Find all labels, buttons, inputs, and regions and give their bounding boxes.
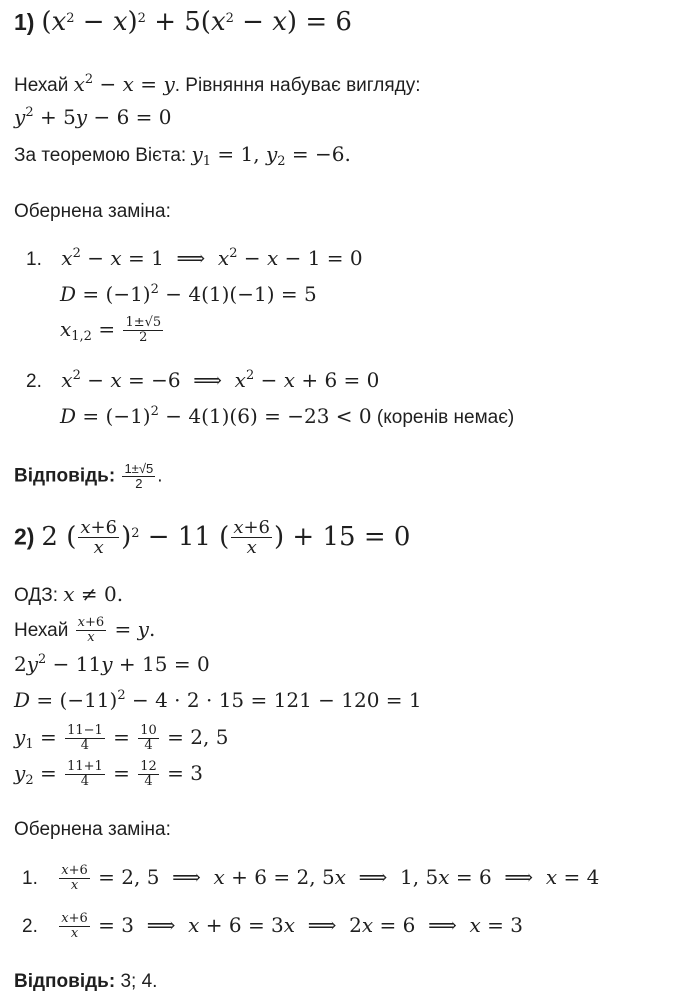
problem-1-case-2: 2. $x^2 - x = -6$ ⟹ $x^2 - x + 6 = 0$ xyxy=(26,368,380,392)
problem-1-case-1: 1. $x^2 - x = 1$ ⟹ $x^2 - x - 1 = 0$ xyxy=(26,246,363,270)
answer-label: Відповідь: xyxy=(14,465,116,487)
let-prefix: Нехай xyxy=(14,620,69,641)
let-suffix: . Рівняння набуває вигляду: xyxy=(174,75,421,96)
problem-2-reduced-equation: $2y^2 - 11y + 15 = 0$ xyxy=(14,652,210,676)
problem-1-case-1-discriminant: $D = (-1)^2 - 4(1)(-1) = 5$ xyxy=(60,282,317,306)
problem-1-number: 1) xyxy=(14,9,35,35)
problem-2-odz: ОДЗ: x ≠ 0. xyxy=(14,582,124,606)
problem-2-case-2: 2. $\frac{x+6}{x}$ = 3 ⟹ x + 6 = 3x ⟹ 2x = 6 ⟹ x = 3 xyxy=(22,911,523,941)
problem-2-equation: 2 ( $\frac{x+6}{x}$ )$^2$ − 11 ( $\frac{x+6}{x}$ ) + 15 = 0 xyxy=(41,517,411,558)
problem-1-vieta xyxy=(14,142,351,168)
problem-2-heading xyxy=(14,518,410,557)
odz-label: ОДЗ: xyxy=(14,585,58,606)
list-marker: 2. xyxy=(22,916,38,937)
let-prefix: Нехай xyxy=(14,75,69,96)
let-expression: $x^2 - x = y$ xyxy=(73,72,175,96)
problem-1-substitution xyxy=(14,72,421,98)
list-marker: 1. xyxy=(22,868,38,889)
vieta-roots: $y_1 = 1$, $y_2 = -6$. xyxy=(191,142,351,169)
problem-1-answer: Відповідь: $\frac{1\pm√5}{2}$ . xyxy=(14,461,163,491)
problem-2-answer xyxy=(14,970,157,994)
problem-1-reverse-label: Обернена заміна: xyxy=(14,201,171,222)
problem-1-reduced-equation: $y^2 + 5y - 6 = 0$ xyxy=(14,105,172,129)
answer-fraction: $\frac{1\pm√5}{2}$ xyxy=(124,461,154,491)
problem-1-case-1-roots: $x_{1,2}$ = $\frac{1\pm√5}{2}$ xyxy=(60,315,162,345)
answer-label: Відповідь: xyxy=(14,971,116,992)
answer-value: 3; 4. xyxy=(120,971,158,992)
problem-2-reverse-label: Обернена заміна: xyxy=(14,819,171,840)
problem-2-root-y2: $y_2$ = $\frac{11+1}{4}$ = $\frac{12}{4}$ = 3 xyxy=(14,759,204,789)
problem-1-heading xyxy=(14,6,352,38)
no-roots-note: (коренів немає) xyxy=(376,407,515,428)
vieta-label: За теоремою Вієта: xyxy=(14,145,187,166)
problem-2-discriminant: $D = (-11)^2 - 4 \cdot 2 \cdot 15 = 121 - 120 = 1$ xyxy=(14,688,422,712)
problem-2-substitution: Нехай $\frac{x+6}{x}$ = y. xyxy=(14,615,156,645)
problem-1-equation: $(x^2 - x)^2 + 5(x^2 - x) = 6$ xyxy=(41,7,352,37)
problem-1-case-2-discriminant: $D = (-1)^2 - 4(1)(6) = -23 < 0$ (коренів немає) xyxy=(60,404,515,428)
problem-2-case-1: 1. $\frac{x+6}{x}$ = 2, 5 ⟹ x + 6 = 2, 5x ⟹ 1, 5x = 6 ⟹ x = 4 xyxy=(22,863,600,893)
list-marker: 2. xyxy=(26,371,42,392)
problem-2-number: 2) xyxy=(14,523,35,550)
list-marker: 1. xyxy=(26,249,42,270)
problem-2-root-y1: $y_1$ = $\frac{11-1}{4}$ = $\frac{10}{4}$ = 2, 5 xyxy=(14,723,229,753)
